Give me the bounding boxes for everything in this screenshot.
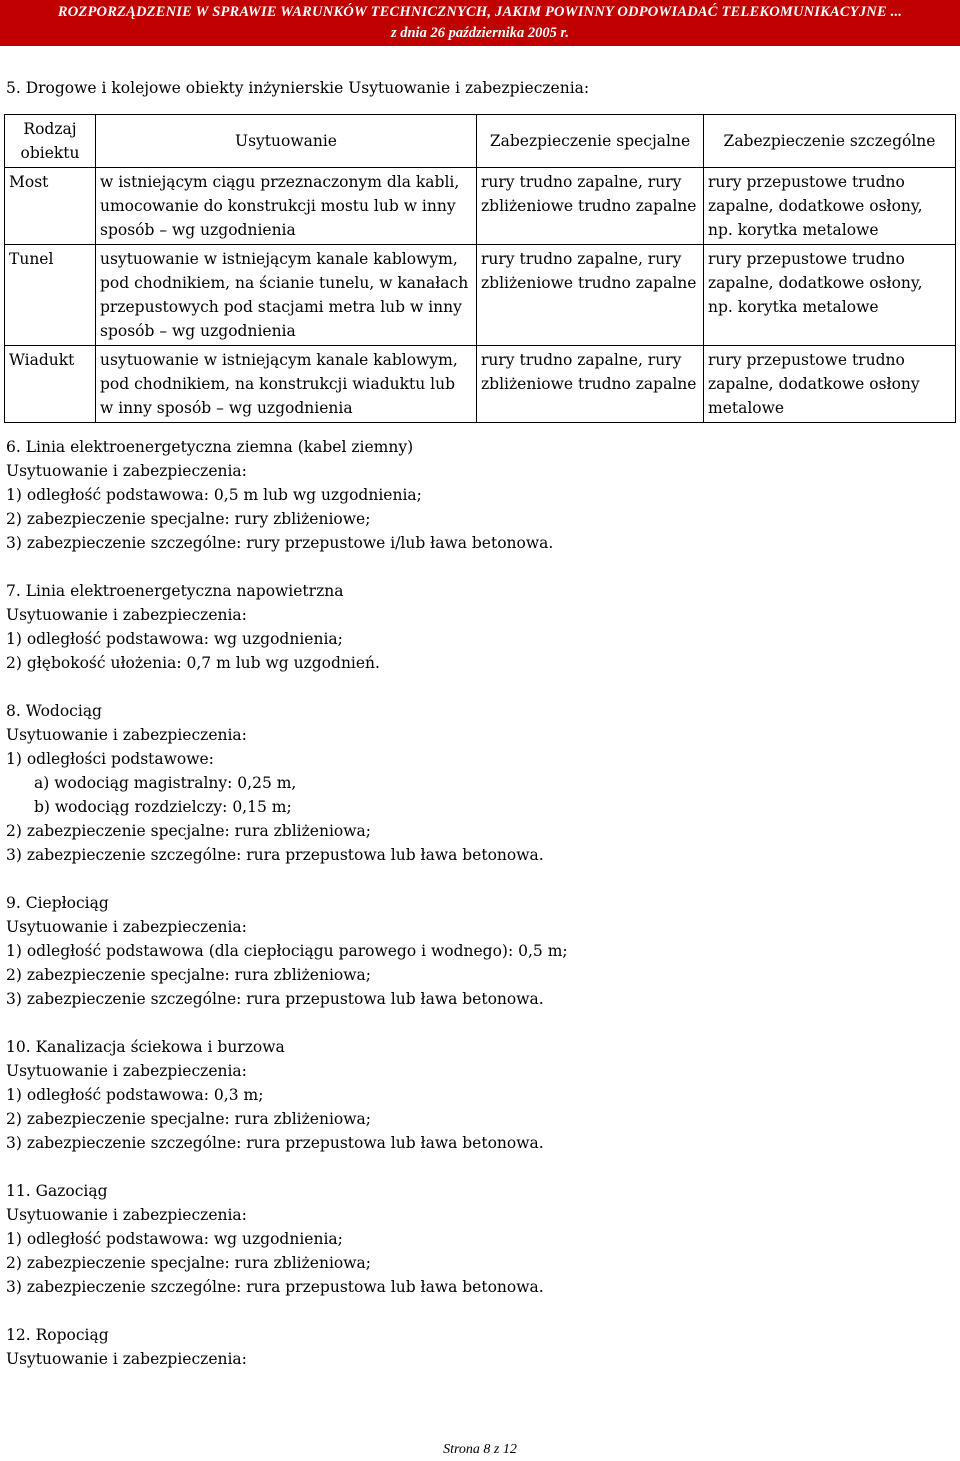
cell-special: rury trudno zapalne, rury zbliżeniowe trudno zapalne [477, 346, 704, 423]
table-row [5, 168, 956, 245]
section-line: Usytuowanie i zabezpieczenia: [6, 1206, 247, 1224]
section-9-title: 9. Ciepłociąg [6, 894, 109, 912]
section-line: 2) zabezpieczenie specjalne: rura zbliżeniowa; [6, 1110, 371, 1128]
cell-particular: rury przepustowe trudno zapalne, dodatkowe osłony, np. korytka metalowe [704, 168, 956, 245]
section-line: Usytuowanie i zabezpieczenia: [6, 918, 247, 936]
cell-location: usytuowanie w istniejącym kanale kablowym, pod chodnikiem, na konstrukcji wiaduktu lub w inny sposób – wg uzgodnienia [96, 346, 477, 423]
cell-type: Wiadukt [5, 346, 96, 423]
cell-location: usytuowanie w istniejącym kanale kablowym, pod chodnikiem, na ścianie tunelu, w kanałach przepustowych pod stacjami metra lub w inny sposób – wg uzgodnienia [96, 245, 477, 346]
section-6 [6, 435, 956, 555]
section-11-title: 11. Gazociąg [6, 1182, 108, 1200]
section-6-title: 6. Linia elektroenergetyczna ziemna (kabel ziemny) [6, 438, 414, 456]
section-line: 2) zabezpieczenie specjalne: rury zbliżeniowe; [6, 510, 371, 528]
section-line: 2) głębokość ułożenia: 0,7 m lub wg uzgodnień. [6, 654, 380, 672]
section-line: 3) zabezpieczenie szczególne: rura przepustowa lub ława betonowa. [6, 846, 544, 864]
section-line: 1) odległość podstawowa: wg uzgodnienia; [6, 630, 343, 648]
section-5-title: 5. Drogowe i kolejowe obiekty inżynierskie Usytuowanie i zabezpieczenia: [6, 79, 590, 97]
section-line: Usytuowanie i zabezpieczenia: [6, 1350, 247, 1368]
cell-special: rury trudno zapalne, rury zbliżeniowe trudno zapalne [477, 245, 704, 346]
section-line: Usytuowanie i zabezpieczenia: [6, 462, 247, 480]
section-line: 1) odległość podstawowa: 0,5 m lub wg uzgodnienia; [6, 486, 422, 504]
table-header-row [5, 115, 956, 168]
section-line: 1) odległość podstawowa (dla ciepłociągu parowego i wodnego): 0,5 m; [6, 942, 568, 960]
objects-table [4, 114, 956, 423]
section-line: 1) odległość podstawowa: 0,3 m; [6, 1086, 264, 1104]
table-row [5, 346, 956, 423]
section-12-title: 12. Ropociąg [6, 1326, 109, 1344]
page-number: Strona 8 z 12 [443, 1442, 517, 1457]
cell-location: w istniejącym ciągu przeznaczonym dla kabli, umocowanie do konstrukcji mostu lub w inny sposób – wg uzgodnienia [96, 168, 477, 245]
cell-type: Tunel [5, 245, 96, 346]
section-line: 3) zabezpieczenie szczególne: rura przepustowa lub ława betonowa. [6, 1134, 544, 1152]
section-line: 2) zabezpieczenie specjalne: rura zbliżeniowa; [6, 966, 371, 984]
section-subline: b) wodociąg rozdzielczy: 0,15 m; [34, 798, 292, 816]
section-line: 2) zabezpieczenie specjalne: rura zbliżeniowa; [6, 822, 371, 840]
section-subline: a) wodociąg magistralny: 0,25 m, [34, 774, 297, 792]
section-line: 3) zabezpieczenie szczególne: rury przepustowe i/lub ława betonowa. [6, 534, 554, 552]
cell-type: Most [5, 168, 96, 245]
col-header-location: Usytuowanie [96, 115, 477, 168]
section-line: Usytuowanie i zabezpieczenia: [6, 606, 247, 624]
section-line: 1) odległość podstawowa: wg uzgodnienia; [6, 1230, 343, 1248]
section-10-title: 10. Kanalizacja ściekowa i burzowa [6, 1038, 285, 1056]
table-row [5, 245, 956, 346]
col-header-particular: Zabezpieczenie szczególne [704, 115, 956, 168]
section-11 [6, 1179, 956, 1299]
section-line: 3) zabezpieczenie szczególne: rura przepustowa lub ława betonowa. [6, 990, 544, 1008]
cell-special: rury trudno zapalne, rury zbliżeniowe trudno zapalne [477, 168, 704, 245]
cell-particular: rury przepustowe trudno zapalne, dodatkowe osłony, np. korytka metalowe [704, 245, 956, 346]
section-8 [6, 699, 956, 867]
section-8-title: 8. Wodociąg [6, 702, 102, 720]
document-body [6, 76, 956, 1371]
cell-particular: rury przepustowe trudno zapalne, dodatkowe osłony metalowe [704, 346, 956, 423]
section-line: Usytuowanie i zabezpieczenia: [6, 1062, 247, 1080]
section-line: 1) odległości podstawowe: [6, 750, 214, 768]
header-date: z dnia 26 października 2005 r. [390, 25, 570, 41]
section-7 [6, 579, 956, 675]
section-line: Usytuowanie i zabezpieczenia: [6, 726, 247, 744]
col-header-type: Rodzaj obiektu [5, 115, 96, 168]
section-12 [6, 1323, 956, 1371]
section-10 [6, 1035, 956, 1155]
document-header [0, 0, 960, 46]
section-line: 2) zabezpieczenie specjalne: rura zbliżeniowa; [6, 1254, 371, 1272]
section-9 [6, 891, 956, 1011]
section-line: 3) zabezpieczenie szczególne: rura przepustowa lub ława betonowa. [6, 1278, 544, 1296]
col-header-special: Zabezpieczenie specjalne [477, 115, 704, 168]
section-7-title: 7. Linia elektroenergetyczna napowietrzna [6, 582, 344, 600]
header-title: ROZPORZĄDZENIE W SPRAWIE WARUNKÓW TECHNICZNYCH, JAKIM POWINNY ODPOWIADAĆ TELEKOMUNIKACYJNE ... [57, 4, 903, 20]
